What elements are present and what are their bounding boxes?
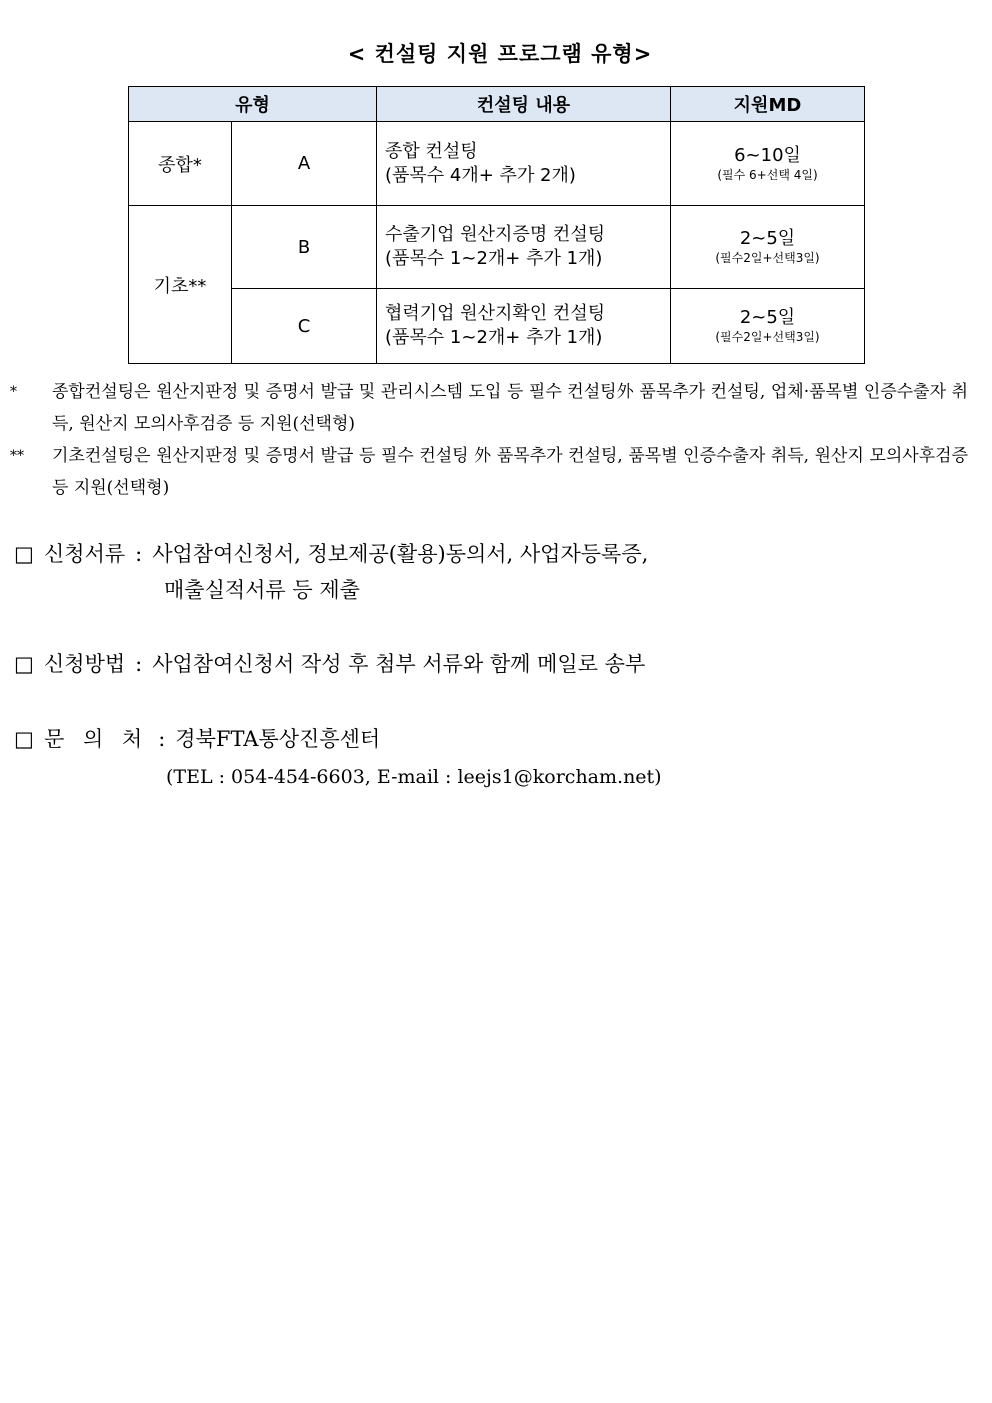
- md-cell: [671, 206, 865, 289]
- content-cell: [377, 122, 671, 206]
- section-label: 문 의 처: [44, 727, 149, 751]
- md-detail: (필수2일+선택3일): [715, 251, 820, 265]
- header-content: 컨설팅 내용: [377, 87, 671, 122]
- content-cell: [377, 206, 671, 289]
- type-cell: A: [232, 122, 377, 206]
- colon: :: [135, 652, 143, 676]
- checkbox-icon: □: [14, 727, 34, 751]
- content-line: (품목수 1~2개+ 추가 1개): [385, 327, 603, 348]
- table-row: [129, 206, 865, 289]
- program-table: [128, 86, 865, 364]
- section-docs: [14, 536, 648, 572]
- footnote-mark: **: [10, 448, 24, 464]
- header-type: 유형: [129, 87, 377, 122]
- table-row: [129, 289, 865, 364]
- content-line: 종합 컨설팅: [385, 140, 478, 162]
- checkbox-icon: □: [14, 652, 34, 676]
- content-cell: [377, 289, 671, 364]
- section-method: [14, 646, 645, 682]
- group-cell: 기초**: [129, 206, 232, 364]
- footnote-mark: *: [10, 384, 17, 400]
- contact-details: (TEL : 054-454-6603, E-mail : leejs1@korcham.net): [166, 766, 662, 788]
- md-value: 2~5일: [739, 307, 796, 328]
- table-row: [129, 122, 865, 206]
- page-title: < 컨설팅 지원 프로그램 유형>: [347, 42, 653, 66]
- section-contact: [14, 721, 380, 757]
- group-cell: 종합*: [129, 122, 232, 206]
- content-line: 수출기업 원산지증명 컨설팅: [385, 224, 606, 245]
- content-line: (품목수 4개+ 추가 2개): [385, 164, 576, 186]
- header-md: 지원MD: [671, 87, 865, 122]
- section-text: 사업참여신청서, 정보제공(활용)동의서, 사업자등록증,: [152, 542, 649, 566]
- footnote-text: 기초컨설팅은 원산지판정 및 증명서 발급 등 필수 컨설팅 外 품목추가 컨설팅, 품목별 인증수출자 취득, 원산지 모의사후검증 등 지원(선택형): [52, 446, 968, 498]
- content-line: 협력기업 원산지확인 컨설팅: [385, 303, 606, 324]
- colon: :: [158, 727, 166, 751]
- section-text: 경북FTA통상진흥센터: [175, 727, 381, 751]
- md-detail: (필수2일+선택3일): [715, 330, 820, 344]
- section-label: 신청방법: [44, 652, 126, 676]
- md-cell: [671, 122, 865, 206]
- colon: :: [135, 542, 143, 566]
- section-docs-continued: 매출실적서류 등 제출: [164, 578, 360, 602]
- section-text: 사업참여신청서 작성 후 첨부 서류와 함께 메일로 송부: [152, 652, 646, 676]
- type-cell: B: [232, 206, 377, 289]
- footnotes: [8, 376, 968, 504]
- md-value: 6~10일: [734, 144, 801, 166]
- footnote: [8, 376, 968, 440]
- content-line: (품목수 1~2개+ 추가 1개): [385, 248, 603, 269]
- section-label: 신청서류: [44, 542, 126, 566]
- table-header-row: [129, 87, 865, 122]
- md-cell: [671, 289, 865, 364]
- footnote: [8, 440, 968, 504]
- type-cell: C: [232, 289, 377, 364]
- md-value: 2~5일: [739, 228, 796, 249]
- md-detail: (필수 6+선택 4일): [717, 167, 818, 182]
- footnote-text: 종합컨설팅은 원산지판정 및 증명서 발급 및 관리시스템 도입 등 필수 컨설팅外 품목추가 컨설팅, 업체·품목별 인증수출자 취득, 원산지 모의사후검증 등 지원(선택형): [52, 382, 968, 434]
- checkbox-icon: □: [14, 542, 34, 566]
